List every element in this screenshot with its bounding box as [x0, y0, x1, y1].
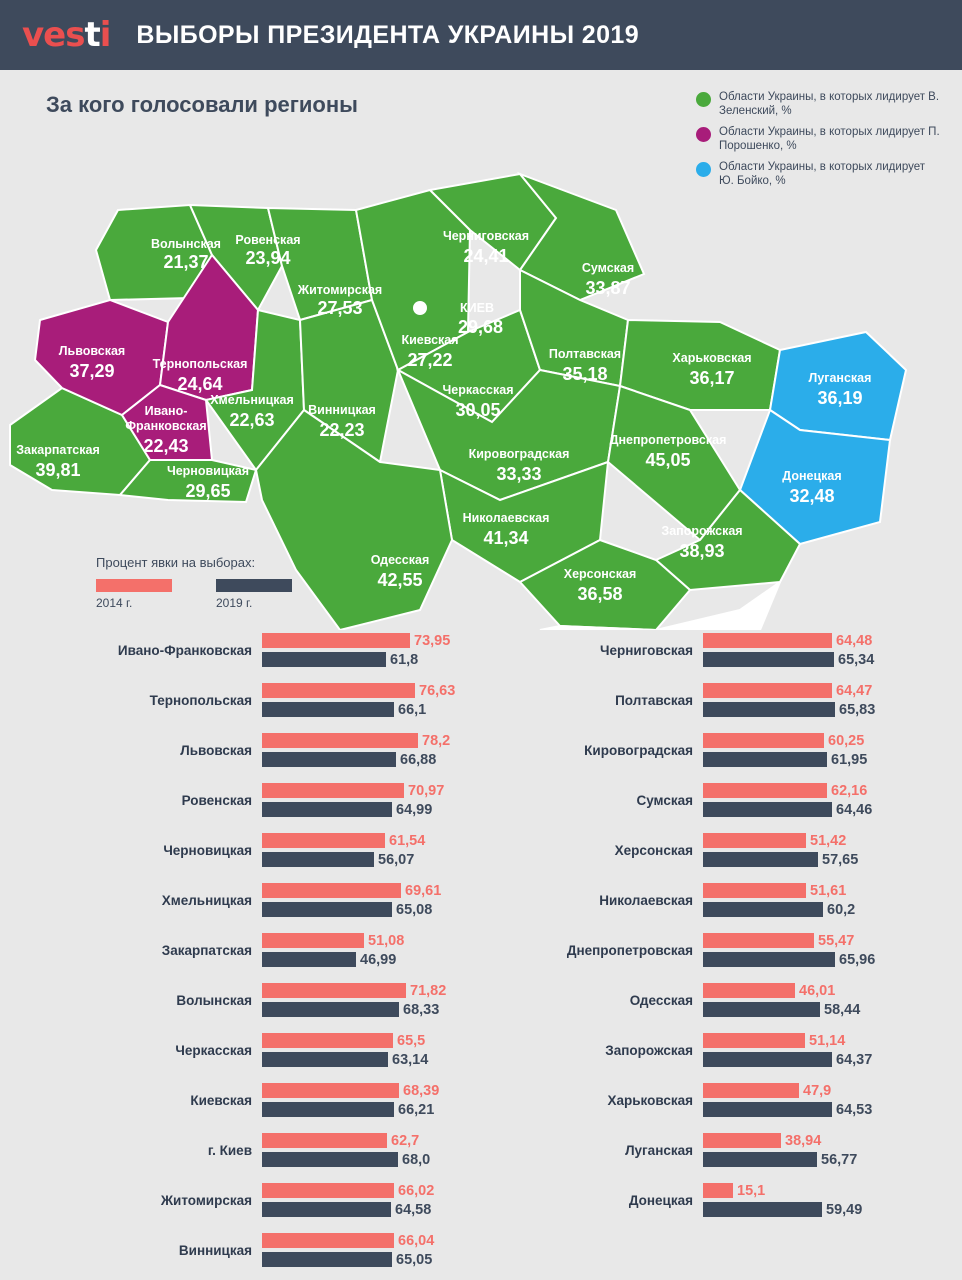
bar-value-2014: 61,54 [389, 832, 426, 849]
bar-value-2019: 65,83 [839, 701, 876, 718]
table-row[interactable] [0, 830, 481, 870]
table-row[interactable] [481, 630, 962, 670]
map-label-hersonskaya: Херсонская [563, 567, 637, 581]
row-label: Донецкая [628, 1192, 693, 1208]
table-row[interactable] [0, 730, 481, 770]
map-value-poltavskaya: 35,18 [562, 364, 608, 384]
legend-label-zelensky: Области Украины, в которых лидирует В. Зеленский, % [719, 91, 940, 117]
bar-value-2019: 64,46 [836, 801, 873, 818]
map-value-kyiv-city: 29,68 [458, 317, 504, 337]
bar-2019 [262, 951, 397, 968]
map-label-rovenskaya: Ровенская [235, 233, 301, 247]
turnout-column-right [481, 630, 962, 1280]
bar-2014 [262, 1082, 440, 1099]
row-label: Николаевская [599, 892, 693, 908]
table-row[interactable] [0, 1080, 481, 1120]
map-label-sumskaya: Сумская [581, 261, 635, 275]
row-label: Хмельницкая [161, 892, 252, 908]
table-row[interactable] [0, 1180, 481, 1220]
bar-2019 [703, 1051, 873, 1068]
legend-label-boyko: Области Украины, в которых лидирует Ю. Бойко, % [719, 161, 925, 187]
turnout-legend-item-2014 [96, 579, 172, 610]
row-label: Запорожская [605, 1042, 693, 1058]
bar-2014 [703, 1032, 846, 1049]
map-label-kirovogradskaya: Кировоградская [468, 447, 570, 461]
bar-value-2014: 60,25 [828, 732, 865, 749]
bar-2014 [703, 932, 855, 949]
map-value-volynska: 21,37 [163, 252, 209, 272]
bar-2019 [703, 751, 868, 768]
map-label-lvivskaya: Львовская [58, 344, 126, 358]
bar-value-2014: 64,47 [836, 682, 873, 699]
bar-2014 [703, 882, 847, 899]
bar-2019 [703, 651, 875, 668]
bar-value-2014: 64,48 [836, 632, 873, 649]
bar-2019 [262, 1101, 435, 1118]
table-row[interactable] [481, 830, 962, 870]
map-label-ternopolskaya: Тернопольская [152, 357, 248, 371]
table-row[interactable] [0, 630, 481, 670]
map-value-kievskaya: 27,22 [407, 350, 453, 370]
row-label: Житомирская [160, 1192, 252, 1208]
map-value-kirovogradskaya: 33,33 [496, 464, 542, 484]
table-row[interactable] [0, 930, 481, 970]
row-label: Херсонская [614, 842, 693, 858]
turnout-column-left [0, 630, 481, 1280]
map-label-cherkasskaya: Черкасская [442, 383, 514, 397]
bar-2014 [262, 632, 451, 649]
bar-value-2014: 51,08 [368, 932, 405, 949]
bar-value-2014: 66,02 [398, 1182, 435, 1199]
bar-value-2014: 51,14 [809, 1032, 846, 1049]
table-row[interactable] [0, 880, 481, 920]
map-value-vinnitskaya: 22,23 [319, 420, 365, 440]
map-label-odesskaya: Одесская [370, 553, 430, 567]
bar-value-2014: 68,39 [403, 1082, 440, 1099]
bar-value-2014: 55,47 [818, 932, 855, 949]
map-value-hersonskaya: 36,58 [577, 584, 623, 604]
bar-2014 [703, 732, 865, 749]
table-row[interactable] [481, 930, 962, 970]
bar-2014 [262, 1182, 435, 1199]
row-label: Черкасская [175, 1042, 252, 1058]
bar-value-2019: 58,44 [824, 1001, 861, 1018]
swatch-2019-icon [216, 579, 292, 592]
bar-value-2019: 66,88 [400, 751, 437, 768]
bar-2014 [703, 1132, 822, 1149]
map-label-hmelnitskaya: Хмельницкая [210, 393, 294, 407]
bar-2014 [262, 882, 442, 899]
row-label: Сумская [636, 792, 693, 808]
map-label-donetskaya: Донецкая [782, 469, 842, 483]
bar-value-2019: 57,65 [822, 851, 859, 868]
bar-2014 [262, 682, 456, 699]
bar-2014 [703, 982, 836, 999]
bar-value-2014: 69,61 [405, 882, 442, 899]
bar-2019 [703, 1101, 873, 1118]
bar-value-2019: 65,34 [838, 651, 875, 668]
row-label: Полтавская [615, 692, 693, 708]
table-row[interactable] [0, 680, 481, 720]
bar-value-2019: 66,21 [398, 1101, 435, 1118]
ukraine-map[interactable] [0, 70, 962, 630]
bar-2019 [262, 1151, 431, 1168]
bar-2019 [703, 701, 876, 718]
bar-2019 [703, 901, 856, 918]
map-heading: За кого голосовали регионы [46, 92, 358, 117]
table-row[interactable] [0, 1230, 481, 1270]
map-value-dnepropetrovskaya: 45,05 [645, 450, 691, 470]
site-logo[interactable] [22, 15, 110, 55]
map-value-zhitomirskaya: 27,53 [317, 298, 363, 318]
bar-value-2019: 63,14 [392, 1051, 429, 1068]
bar-value-2014: 51,42 [810, 832, 847, 849]
bar-value-2019: 61,95 [831, 751, 868, 768]
table-row[interactable] [481, 680, 962, 720]
table-row[interactable] [0, 780, 481, 820]
bar-value-2019: 66,1 [398, 701, 427, 718]
bar-2019 [703, 1201, 863, 1218]
map-value-chernigovskaya: 24,41 [463, 246, 509, 266]
map-value-ternopolskaya: 24,64 [177, 374, 223, 394]
row-label: Ровенская [181, 792, 252, 808]
bar-2019 [262, 1201, 432, 1218]
map-label-kyiv-city: КИЕВ [460, 301, 494, 315]
swatch-2014-icon [96, 579, 172, 592]
map-label-ivano-frankovskaya-1: Ивано- [144, 404, 188, 418]
row-label: Львовская [180, 742, 252, 758]
bar-2014 [703, 832, 847, 849]
map-value-hmelnitskaya: 22,63 [229, 410, 275, 430]
bar-value-2014: 51,61 [810, 882, 847, 899]
bar-2019 [262, 801, 433, 818]
bar-value-2019: 68,33 [403, 1001, 440, 1018]
turnout-legend-title: Процент явки на выборах: [96, 555, 256, 570]
bar-value-2019: 64,53 [836, 1101, 873, 1118]
row-label: Тернопольская [149, 692, 252, 708]
bar-value-2019: 59,49 [826, 1201, 863, 1218]
bar-value-2019: 60,2 [827, 901, 856, 918]
map-label-dnepropetrovskaya: Днепропетровская [609, 433, 727, 447]
bar-value-2019: 56,07 [378, 851, 415, 868]
logo-text-t: t [84, 15, 100, 55]
bar-2019 [262, 751, 437, 768]
map-label-poltavskaya: Полтавская [548, 347, 622, 361]
map-section [0, 70, 962, 630]
bar-value-2014: 78,2 [422, 732, 451, 749]
bar-value-2014: 47,9 [803, 1082, 832, 1099]
logo-text-i: i [99, 15, 111, 55]
map-value-cherkasskaya: 30,05 [455, 400, 501, 420]
row-label: Луганская [625, 1142, 693, 1158]
turnout-legend-label-2014: 2014 г. [96, 596, 133, 610]
map-label-vinnitskaya: Винницкая [308, 403, 376, 417]
map-value-rovenskaya: 23,94 [245, 248, 291, 268]
map-value-lvivskaya: 37,29 [69, 361, 115, 381]
bar-value-2014: 65,5 [397, 1032, 426, 1049]
bar-value-2019: 65,08 [396, 901, 433, 918]
row-label: Черновицкая [163, 842, 252, 858]
table-row[interactable] [481, 980, 962, 1020]
bar-2019 [262, 701, 427, 718]
table-row[interactable] [481, 880, 962, 920]
bar-value-2019: 64,37 [836, 1051, 873, 1068]
bar-2014 [262, 732, 451, 749]
bar-2014 [262, 1132, 420, 1149]
map-label-volynska: Волынская [151, 237, 221, 251]
bar-2019 [703, 1151, 858, 1168]
map-label-chernovitskaya: Черновицкая [166, 464, 250, 478]
map-value-luganskaya: 36,19 [817, 388, 863, 408]
bar-value-2014: 46,01 [799, 982, 836, 999]
table-row[interactable] [481, 1030, 962, 1070]
row-label: Ивано-Франковская [117, 642, 252, 658]
bar-2019 [262, 1051, 429, 1068]
bar-value-2019: 61,8 [390, 651, 419, 668]
map-label-nikolaevskaya: Николаевская [462, 511, 550, 525]
row-label: Волынская [176, 992, 252, 1008]
logo-text-main: ves [22, 15, 85, 55]
row-label: Днепропетровская [566, 942, 693, 958]
bar-2019 [703, 951, 876, 968]
bar-2019 [262, 651, 419, 668]
row-label: Киевская [190, 1092, 252, 1108]
bar-value-2014: 38,94 [785, 1132, 822, 1149]
bar-value-2019: 64,99 [396, 801, 433, 818]
bar-2019 [703, 851, 859, 868]
table-row[interactable] [481, 730, 962, 770]
map-value-harkovskaya: 36,17 [689, 368, 735, 388]
bar-2019 [703, 801, 873, 818]
bar-2019 [262, 1251, 433, 1268]
map-label-kievskaya: Киевская [401, 333, 459, 347]
page-title: ВЫБОРЫ ПРЕЗИДЕНТА УКРАИНЫ 2019 [136, 20, 640, 49]
bar-2014 [703, 682, 873, 699]
map-value-zakarpatskaya: 39,81 [35, 460, 81, 480]
table-row[interactable] [0, 1130, 481, 1170]
bar-2014 [262, 1232, 435, 1249]
map-label-zhitomirskaya: Житомирская [297, 283, 383, 297]
page-header [0, 0, 962, 70]
bar-value-2014: 66,04 [398, 1232, 435, 1249]
bar-2019 [262, 851, 415, 868]
row-label: Одесская [629, 992, 693, 1008]
bar-value-2014: 62,16 [831, 782, 868, 799]
bar-value-2019: 64,58 [395, 1201, 432, 1218]
bar-value-2014: 76,63 [419, 682, 456, 699]
bar-2014 [703, 1082, 832, 1099]
bar-2014 [703, 632, 873, 649]
map-label-zaporozhskaya: Запорожская [661, 524, 743, 538]
bar-value-2019: 56,77 [821, 1151, 858, 1168]
map-label-harkovskaya: Харьковская [672, 351, 752, 365]
bar-2019 [703, 1001, 861, 1018]
kyiv-city-marker-icon [413, 301, 427, 315]
table-row[interactable] [481, 1180, 962, 1220]
bar-2019 [262, 901, 433, 918]
turnout-legend-item-2019 [216, 579, 292, 610]
bar-2014 [703, 782, 868, 799]
table-row[interactable] [481, 780, 962, 820]
map-label-chernigovskaya: Черниговская [442, 229, 530, 243]
map-value-chernovitskaya: 29,65 [185, 481, 231, 501]
bar-2014 [262, 832, 426, 849]
bar-2014 [262, 982, 447, 999]
turnout-legend [96, 555, 326, 610]
map-value-ivano-frankovskaya: 22,43 [143, 436, 189, 456]
row-label: Черниговская [600, 642, 693, 658]
row-label: Харьковская [607, 1092, 693, 1108]
map-value-odesskaya: 42,55 [377, 570, 423, 590]
row-label: Закарпатская [161, 942, 252, 958]
bar-value-2014: 15,1 [737, 1182, 766, 1199]
bar-value-2019: 46,99 [360, 951, 397, 968]
bar-2014 [262, 932, 405, 949]
table-row[interactable] [481, 1080, 962, 1120]
legend-label-poroshenko: Области Украины, в которых лидирует П. Порошенко, % [719, 126, 940, 152]
row-label: Кировоградская [584, 742, 693, 758]
bar-value-2019: 65,96 [839, 951, 876, 968]
bar-value-2014: 62,7 [391, 1132, 420, 1149]
bar-value-2019: 65,05 [396, 1251, 433, 1268]
map-label-ivano-frankovskaya-2: Франковская [125, 419, 207, 433]
map-label-zakarpatskaya: Закарпатская [16, 443, 100, 457]
map-value-zaporozhskaya: 38,93 [679, 541, 725, 561]
bar-2014 [262, 782, 445, 799]
row-label: Винницкая [178, 1242, 252, 1258]
map-value-sumskaya: 33,87 [585, 278, 631, 298]
bar-value-2019: 68,0 [402, 1151, 431, 1168]
bar-2019 [262, 1001, 440, 1018]
map-value-nikolaevskaya: 41,34 [483, 528, 529, 548]
map-label-luganskaya: Луганская [808, 371, 872, 385]
bar-2014 [703, 1182, 766, 1199]
bar-value-2014: 71,82 [410, 982, 447, 999]
bar-value-2014: 70,97 [408, 782, 445, 799]
row-label: г. Киев [207, 1142, 252, 1158]
table-row[interactable] [0, 980, 481, 1020]
bar-value-2014: 73,95 [414, 632, 451, 649]
table-row[interactable] [0, 1030, 481, 1070]
bar-2014 [262, 1032, 426, 1049]
turnout-legend-label-2019: 2019 г. [216, 596, 253, 610]
table-row[interactable] [481, 1130, 962, 1170]
map-value-donetskaya: 32,48 [789, 486, 835, 506]
